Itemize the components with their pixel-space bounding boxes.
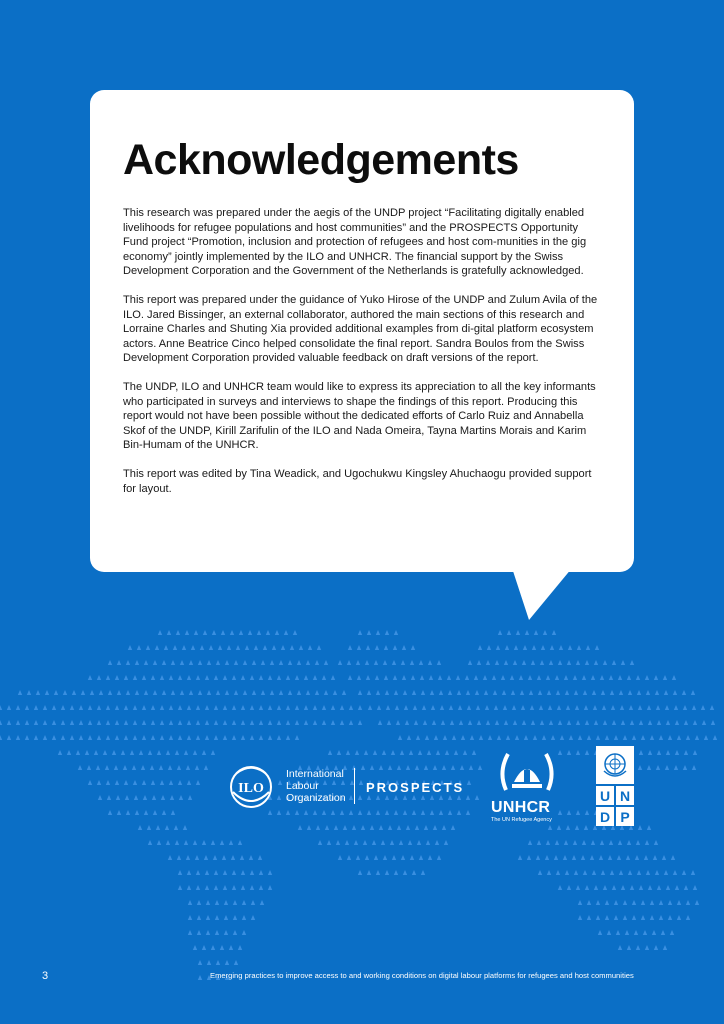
undp-letter: N [616, 786, 634, 805]
logo-divider [354, 768, 355, 804]
page-title: Acknowledgements [123, 136, 519, 184]
undp-emblem [596, 746, 634, 784]
undp-letter: P [616, 807, 634, 826]
ilo-name-line: International [286, 768, 344, 780]
ilo-name [286, 768, 346, 804]
undp-logo [596, 746, 634, 826]
ilo-mark-text: ILO [238, 781, 264, 796]
unhcr-emblem-icon [494, 746, 560, 798]
prospects-logo: PROSPECTS [366, 780, 465, 795]
paragraph-editing: This report was edited by Tina Weadick, and Ugochukwu Kingsley Ahuchaogu provided support for layout. [123, 468, 592, 495]
unhcr-name: UNHCR [491, 799, 551, 816]
ilo-name-line: Labour [286, 780, 319, 792]
unhcr-tagline: The UN Refugee Agency [491, 817, 552, 823]
undp-letter: D [596, 807, 614, 826]
ilo-name-line: Organization [286, 792, 346, 804]
footer-running-title: Emerging practices to improve access to and working conditions on digital labour platforms for refugees and host communities [210, 971, 634, 980]
acknowledgements-body [123, 206, 599, 511]
undp-letter: U [596, 786, 614, 805]
undp-letters [596, 786, 634, 826]
page-number: 3 [42, 970, 49, 982]
paragraph-authors: This report was prepared under the guidance of Yuko Hirose of the UNDP and Zulum Avila of the ILO. Jared Bissinger, an external collaborator, authored the main sections of this research and Lorraine Charles and Shuting Xia provided additional examples from di-gital platform ecosystem actors. Anne Beatrice Cinco helped consolidate the final report. Sandra Boulos from the Swiss Development Corporation provided valuable feedback on draft versions of the report. [123, 294, 598, 364]
ilo-logo-icon [226, 762, 282, 812]
un-emblem-icon [596, 746, 634, 784]
paragraph-funding: This research was prepared under the aegis of the UNDP project “Facilitating digitally enabled livelihoods for refugee populations and host communities” and the PROSPECTS Opportunity Fund project “Promotion, inclusion and protection of refugees and host com-munities in the gig economy” jointly implemented by the ILO and UNHCR. The financial support by the Swiss Development Corporation and the Government of the Netherlands is gratefully acknowledged. [123, 207, 587, 277]
paragraph-appreciation: The UNDP, ILO and UNHCR team would like to express its appreciation to all the key informants who participated in surveys and interviews to shape the findings of this report. Producing this report would not have been possible without the dedicated efforts of Carlo Ruiz and Annabella Skof of the UNDP, Kirill Zarifulin of the ILO and Nada Omeira, Tayna Martins Morais and Karim Bin-Humam of the UNHCR. [123, 381, 596, 451]
